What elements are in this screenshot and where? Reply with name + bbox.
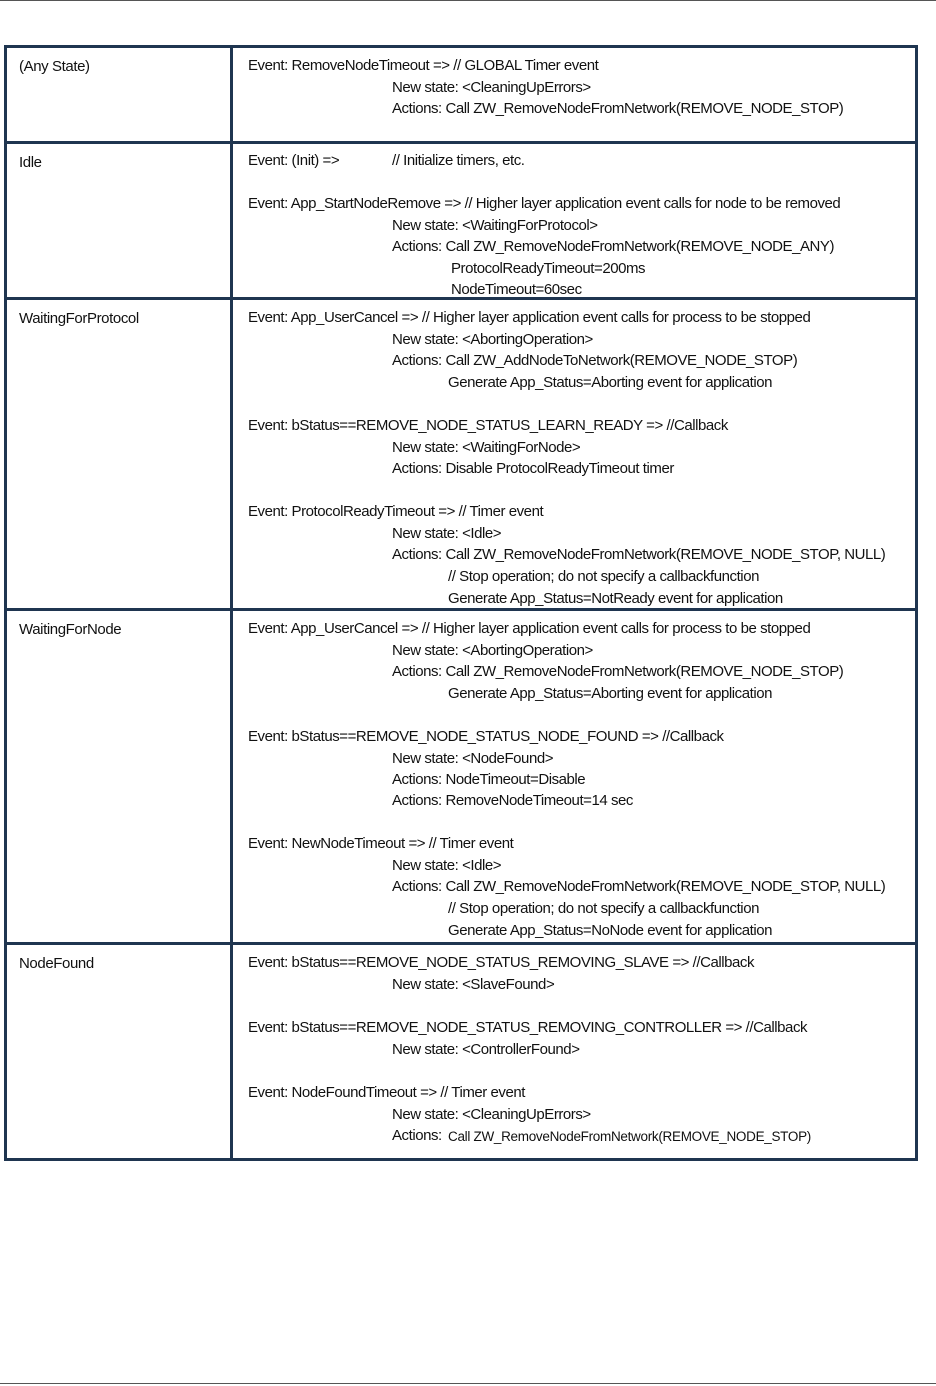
new-state-line: New state: <SlaveFound> [392,976,555,993]
transition-cell [230,45,918,144]
actions-line: Actions: Call ZW_RemoveNodeFromNetwork(REMOVE_NODE_STOP) [392,663,844,680]
new-state-line: New state: <NodeFound> [392,750,554,767]
state-name: WaitingForProtocol [19,310,139,327]
event-line: Event: bStatus==REMOVE_NODE_STATUS_NODE_FOUND => //Callback [248,728,724,745]
transition-cell [230,608,918,945]
actions-line: Actions: Call ZW_RemoveNodeFromNetwork(REMOVE_NODE_ANY) [392,238,835,255]
header-rule [0,0,936,1]
event-line: Event: App_UserCancel => // Higher layer application event calls for process to be stopped [248,309,811,326]
event-line: Event: App_StartNodeRemove => // Higher layer application event calls for node to be removed [248,195,841,212]
actions-line: Generate App_Status=Aborting event for application [448,374,772,391]
table-row [4,297,918,611]
state-name: WaitingForNode [19,621,122,638]
actions-line: Actions: NodeTimeout=Disable [392,771,586,788]
event-line: Event: NodeFoundTimeout => // Timer event [248,1084,525,1101]
actions-line: Actions: Call ZW_RemoveNodeFromNetwork(REMOVE_NODE_STOP) [392,100,844,117]
actions-line: Actions: Call ZW_RemoveNodeFromNetwork(REMOVE_NODE_STOP, NULL) [392,878,886,895]
new-state-line: New state: <CleaningUpErrors> [392,79,591,96]
actions-line: Actions: Call ZW_AddNodeToNetwork(REMOVE_NODE_STOP) [392,352,798,369]
actions-line: Actions: Call ZW_RemoveNodeFromNetwork(REMOVE_NODE_STOP, NULL) [392,546,886,563]
new-state-line: New state: <AbortingOperation> [392,642,593,659]
new-state-line: New state: <ControllerFound> [392,1041,580,1058]
table-row [4,141,918,300]
footer-rule [0,1383,936,1384]
table-row [4,45,918,144]
comment-line: // Initialize timers, etc. [392,152,525,169]
comment-line: // Stop operation; do not specify a callbackfunction [448,568,759,585]
transition-cell [230,297,918,611]
new-state-line: New state: <WaitingForNode> [392,439,581,456]
table-row [4,608,918,945]
actions-line: Actions: RemoveNodeTimeout=14 sec [392,792,633,809]
state-name: Idle [19,154,42,171]
state-cell [4,942,233,1161]
actions-line: Generate App_Status=NoNode event for application [448,922,773,939]
event-line: Event: (Init) => [248,152,340,169]
event-line: Event: ProtocolReadyTimeout => // Timer event [248,503,544,520]
new-state-line: New state: <CleaningUpErrors> [392,1106,591,1123]
event-line: Event: RemoveNodeTimeout => // GLOBAL Timer event [248,57,599,74]
state-cell [4,141,233,300]
actions-line: Call ZW_RemoveNodeFromNetwork(REMOVE_NODE_STOP) [448,1129,811,1144]
event-line: Event: NewNodeTimeout => // Timer event [248,835,514,852]
table-row [4,942,918,1161]
event-line: Event: bStatus==REMOVE_NODE_STATUS_REMOVING_CONTROLLER => //Callback [248,1019,808,1036]
actions-line: NodeTimeout=60sec [451,281,582,298]
transition-cell [230,942,918,1161]
state-cell [4,297,233,611]
new-state-line: New state: <Idle> [392,525,502,542]
actions-line: Generate App_Status=NotReady event for application [448,590,783,607]
actions-label: Actions: [392,1127,442,1144]
actions-line: Actions: Disable ProtocolReadyTimeout timer [392,460,674,477]
state-cell [4,608,233,945]
event-line: Event: App_UserCancel => // Higher layer application event calls for process to be stopped [248,620,811,637]
event-line: Event: bStatus==REMOVE_NODE_STATUS_REMOVING_SLAVE => //Callback [248,954,755,971]
actions-line: ProtocolReadyTimeout=200ms [451,260,646,277]
state-cell [4,45,233,144]
new-state-line: New state: <WaitingForProtocol> [392,217,598,234]
new-state-line: New state: <Idle> [392,857,502,874]
state-name: NodeFound [19,955,94,972]
event-line: Event: bStatus==REMOVE_NODE_STATUS_LEARN_READY => //Callback [248,417,728,434]
new-state-line: New state: <AbortingOperation> [392,331,593,348]
actions-line: Generate App_Status=Aborting event for application [448,685,772,702]
transition-cell [230,141,918,300]
comment-line: // Stop operation; do not specify a callbackfunction [448,900,759,917]
state-name: (Any State) [19,58,90,75]
